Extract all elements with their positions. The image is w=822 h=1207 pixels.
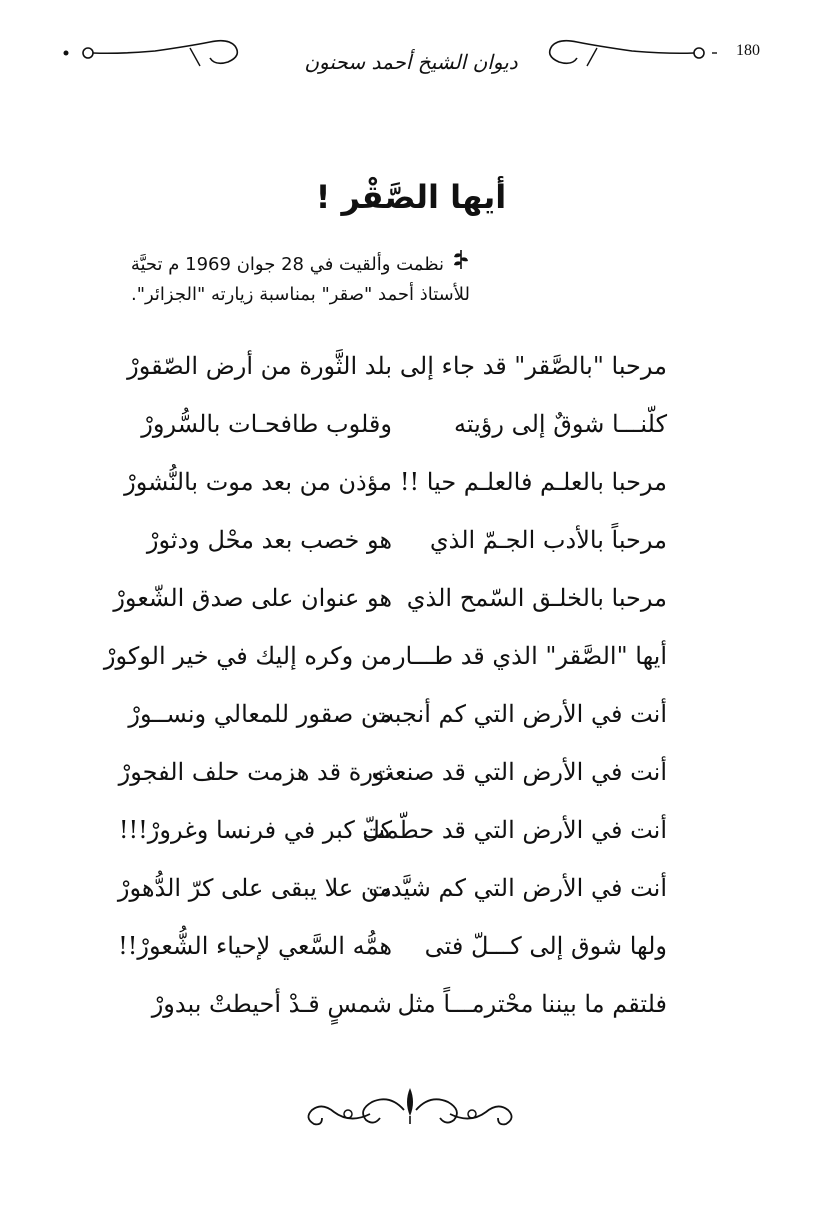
verse [0, 758, 822, 814]
verse [0, 816, 822, 872]
verse-second-hemistich: هو عنوان على صدق الشّعورْ [113, 584, 392, 612]
verse-second-hemistich: همُّه السَّعي لإحياء الشُّعورْ!! [118, 932, 392, 960]
verse [0, 468, 822, 524]
page-number: 180 [736, 42, 760, 59]
verse-second-hemistich: من وكره إليك في خير الوكورْ [103, 642, 392, 670]
verse [0, 874, 822, 930]
note-line-1-text: نظمت وألقيت في 28 جوان 1969 م تحيَّة [130, 254, 444, 275]
verse-second-hemistich: بلد الثَّورة من أرض الصّقورْ [127, 352, 392, 380]
scroll-flourish-icon [542, 38, 722, 72]
verse [0, 932, 822, 988]
verse-first-hemistich: أيها "الصَّقر" الذي قد طـــار [393, 642, 667, 670]
verse [0, 352, 822, 408]
verse-second-hemistich: وقلوب طافحـات بالسُّرورْ [141, 410, 392, 438]
verse-first-hemistich: أنت في الأرض التي كم شيَّدت [368, 874, 667, 902]
verse-first-hemistich: مرحبا "بالصَّقر" قد جاء إلى [399, 352, 667, 380]
verse [0, 642, 822, 698]
verse-first-hemistich: كلّنـــا شوقٌ إلى رؤيته [454, 410, 667, 438]
verse [0, 584, 822, 640]
verse-second-hemistich: شمسٍ قـدْ أحيطتْ ببدورْ [151, 990, 392, 1018]
poem-note [120, 248, 470, 310]
verse-first-hemistich: مرحبا بالعلـم فالعلـم حيا !! [399, 468, 667, 496]
verse-first-hemistich: أنت في الأرض التي قد حطّمت [362, 816, 667, 844]
page-header [0, 20, 822, 80]
scroll-flourish-icon [300, 1080, 520, 1144]
verse [0, 410, 822, 466]
verse-first-hemistich: أنت في الأرض التي كم أنجبت [371, 700, 667, 728]
verse [0, 990, 822, 1046]
verse-first-hemistich: فلتقم ما بيننا محْترمـــاً مثل [397, 990, 667, 1018]
running-title: ديوان الشيخ أحمد سحنون [304, 50, 518, 74]
verse [0, 700, 822, 756]
note-line-1 [120, 248, 470, 280]
poem-title: أيها الصَّقْر ! [315, 178, 507, 216]
verse-second-hemistich: ثورة قد هزمت حلف الفجورْ [118, 758, 392, 786]
verse [0, 526, 822, 582]
verse-second-hemistich: هو خصب بعد محْل ودثورْ [146, 526, 392, 554]
verse-first-hemistich: مرحباً بالأدب الجـمّ الذي [429, 526, 667, 554]
verse-first-hemistich: مرحبا بالخلـق السّمح الذي [406, 584, 667, 612]
verse-first-hemistich: ولها شوق إلى كـــلّ فتى [424, 932, 667, 960]
verse-second-hemistich: كلّ كبر في فرنسا وغرورْ!!! [118, 816, 392, 844]
verse-second-hemistich: مؤذن من بعد موت بالنُّشورْ [124, 468, 392, 496]
verse-second-hemistich: من صقور للمعالي ونســورْ [128, 700, 392, 728]
verse-second-hemistich: من علا يبقى على كرّ الدُّهورْ [117, 874, 392, 902]
leaf-sprig-icon [452, 248, 470, 280]
verse-first-hemistich: أنت في الأرض التي قد صنعت [371, 758, 667, 786]
note-line-2: للأستاذ أحمد "صقر" بمناسبة زيارته "الجزائر". [130, 284, 470, 305]
